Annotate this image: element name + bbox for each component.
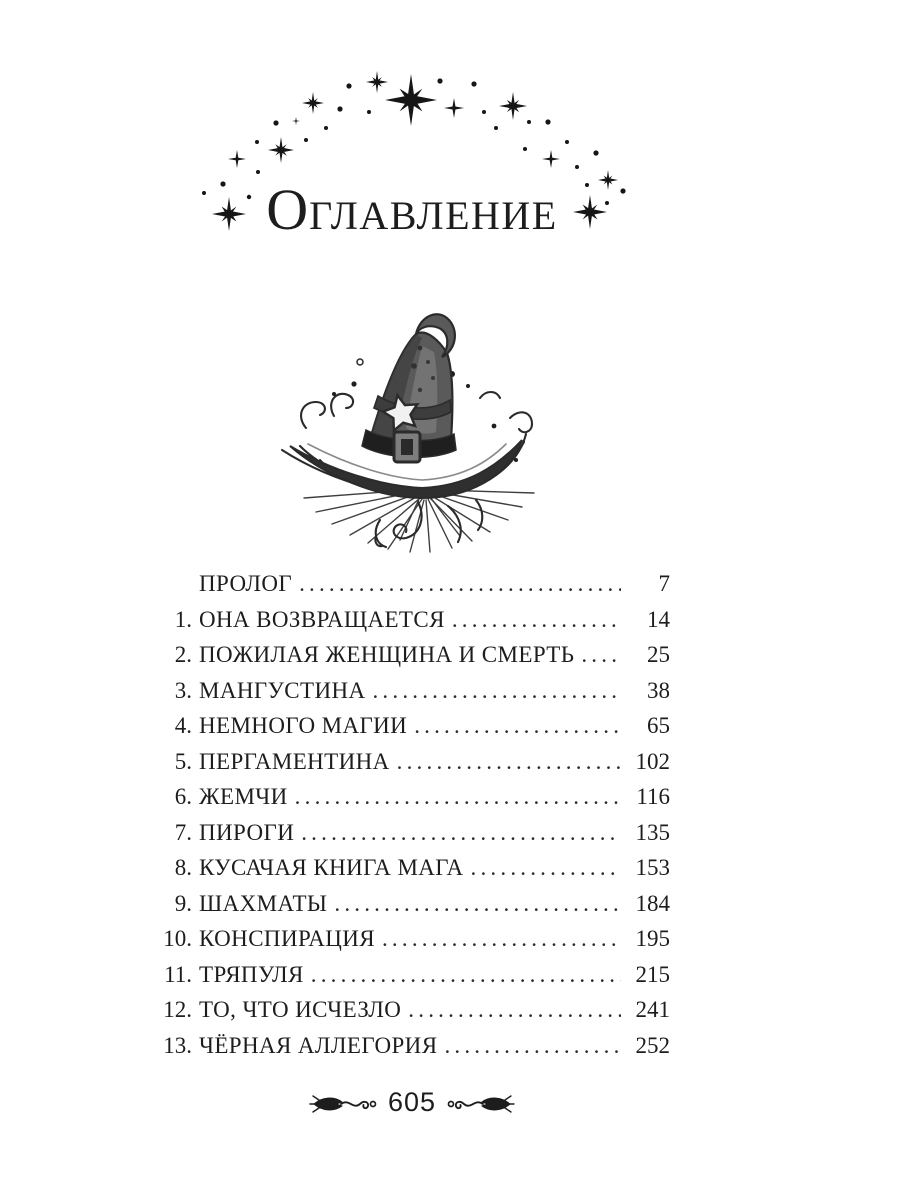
star-dot-icon	[220, 181, 225, 186]
star-dot-icon	[367, 110, 371, 114]
toc-entry-title: ПЕРГАМЕНТИНА	[199, 748, 390, 774]
toc-leader-dots	[471, 850, 621, 886]
toc-entry-number: 12.	[163, 997, 192, 1022]
toc-entry-number: 13.	[163, 1032, 192, 1058]
star-dot-icon	[346, 83, 351, 88]
toc-row	[158, 673, 670, 709]
toc-entry-number: 5.	[174, 748, 192, 774]
toc-row	[158, 815, 670, 851]
toc-leader-dots	[301, 815, 621, 851]
toc-leader-dots	[311, 957, 621, 993]
table-of-contents	[158, 566, 670, 1063]
toc-leader-dots	[382, 921, 621, 957]
star-dot-icon	[202, 191, 206, 195]
sparkle-star-icon	[444, 98, 464, 118]
toc-entry-page: 153	[635, 855, 670, 880]
page-title-rest: ГЛАВЛЕНИЕ	[309, 193, 558, 238]
toc-row	[158, 1028, 670, 1064]
toc-entry-number: 9.	[174, 890, 192, 916]
toc-entry-page: 135	[635, 819, 670, 845]
star-dot-icon	[255, 140, 259, 144]
star-dot-icon	[304, 138, 308, 142]
sparkle-star-icon	[499, 92, 527, 120]
toc-row	[158, 886, 670, 922]
star-dot-icon	[494, 126, 498, 130]
toc-row	[158, 992, 670, 1028]
toc-entry-title: КОНСПИРАЦИЯ	[199, 926, 375, 951]
flourish-right-icon	[446, 1093, 512, 1115]
toc-entry-title: ЧЁРНАЯ АЛЛЕГОРИЯ	[199, 1032, 438, 1058]
toc-leader-dots	[299, 566, 621, 602]
sparkle-star-icon	[542, 150, 560, 168]
toc-entry-number: 2.	[174, 642, 192, 667]
toc-row	[158, 779, 670, 815]
star-dot-icon	[471, 81, 476, 86]
page-number: 605	[387, 1087, 437, 1117]
sparkle-star-icon	[385, 74, 437, 126]
page-title	[266, 177, 558, 242]
sparkle-star-icon	[302, 92, 324, 114]
toc-row	[158, 708, 670, 744]
toc-entry-page: 14	[647, 606, 670, 632]
toc-leader-dots	[452, 602, 621, 638]
toc-entry-number: 7.	[174, 819, 192, 845]
toc-entry-title: ПИРОГИ	[199, 819, 295, 845]
star-dot-icon	[620, 188, 625, 193]
star-dot-icon	[593, 150, 598, 155]
toc-leader-dots	[397, 744, 621, 780]
toc-row	[158, 637, 670, 673]
star-dot-icon	[337, 106, 342, 111]
star-dot-icon	[324, 126, 328, 130]
toc-entry-title: ПРОЛОГ	[199, 571, 293, 596]
toc-row	[158, 744, 670, 780]
toc-row	[158, 921, 670, 957]
toc-leader-dots	[414, 708, 621, 744]
toc-entry-number: 10.	[163, 926, 192, 951]
toc-entry-title: ОНА ВОЗВРАЩАЕТСЯ	[199, 606, 445, 632]
toc-entry-number: 4.	[174, 713, 192, 738]
sparkle-star-icon	[268, 137, 294, 163]
toc-leader-dots	[372, 673, 621, 709]
toc-entry-page: 252	[635, 1032, 670, 1058]
toc-leader-dots	[581, 637, 621, 673]
toc-entry-page: 184	[635, 890, 670, 916]
star-dot-icon	[605, 201, 609, 205]
toc-entry-page: 195	[635, 926, 670, 951]
sparkle-star-icon	[366, 71, 388, 93]
sparkle-star-icon	[228, 150, 246, 168]
toc-row	[158, 957, 670, 993]
toc-entry-page: 102	[635, 748, 670, 774]
page-title-initial: О	[266, 177, 310, 242]
star-dot-icon	[523, 147, 527, 151]
toc-leader-dots	[408, 992, 621, 1028]
toc-entry-page: 65	[647, 713, 670, 738]
page-footer	[312, 1089, 512, 1118]
sparkle-star-icon	[598, 170, 618, 190]
star-dot-icon	[565, 140, 569, 144]
toc-row	[158, 566, 670, 602]
sparkle-star-icon	[573, 195, 607, 229]
toc-entry-page: 38	[647, 677, 670, 703]
witch-hat-illustration	[270, 300, 590, 562]
toc-row	[158, 850, 670, 886]
flourish-left-icon	[312, 1093, 378, 1115]
star-dot-icon	[273, 120, 278, 125]
toc-row	[158, 602, 670, 638]
toc-entry-title: ПОЖИЛАЯ ЖЕНЩИНА И СМЕРТЬ	[199, 642, 575, 667]
toc-entry-title: МАНГУСТИНА	[199, 677, 366, 703]
toc-leader-dots	[295, 779, 621, 815]
toc-entry-page: 25	[647, 642, 670, 667]
star-dot-icon	[256, 170, 260, 174]
toc-entry-page: 116	[636, 784, 670, 809]
toc-entry-page: 7	[658, 571, 670, 596]
toc-entry-title: ЖЕМЧИ	[199, 784, 288, 809]
star-dot-icon	[585, 183, 589, 187]
toc-entry-title: ШАХМАТЫ	[199, 890, 328, 916]
toc-entry-title: НЕМНОГО МАГИИ	[199, 713, 408, 738]
toc-entry-page: 215	[635, 961, 670, 987]
star-dot-icon	[247, 195, 251, 199]
toc-entry-number: 3.	[174, 677, 192, 703]
burst-lines	[304, 490, 534, 552]
toc-entry-page: 241	[635, 997, 670, 1022]
star-dot-icon	[482, 110, 486, 114]
toc-leader-dots	[334, 886, 621, 922]
star-dot-icon	[575, 165, 579, 169]
sparkle-star-icon	[292, 117, 300, 125]
toc-leader-dots	[444, 1028, 621, 1064]
toc-entry-title: ТО, ЧТО ИСЧЕЗЛО	[199, 997, 402, 1022]
star-dot-icon	[437, 78, 442, 83]
toc-entry-number: 11.	[164, 961, 192, 987]
toc-entry-title: КУСАЧАЯ КНИГА МАГА	[199, 855, 464, 880]
star-dot-icon	[527, 120, 531, 124]
toc-entry-title: ТРЯПУЛЯ	[199, 961, 304, 987]
toc-entry-number: 1.	[174, 606, 192, 632]
star-dot-icon	[545, 119, 550, 124]
sparkle-star-icon	[212, 197, 246, 231]
toc-entry-number: 6.	[174, 784, 192, 809]
toc-entry-number: 8.	[174, 855, 192, 880]
